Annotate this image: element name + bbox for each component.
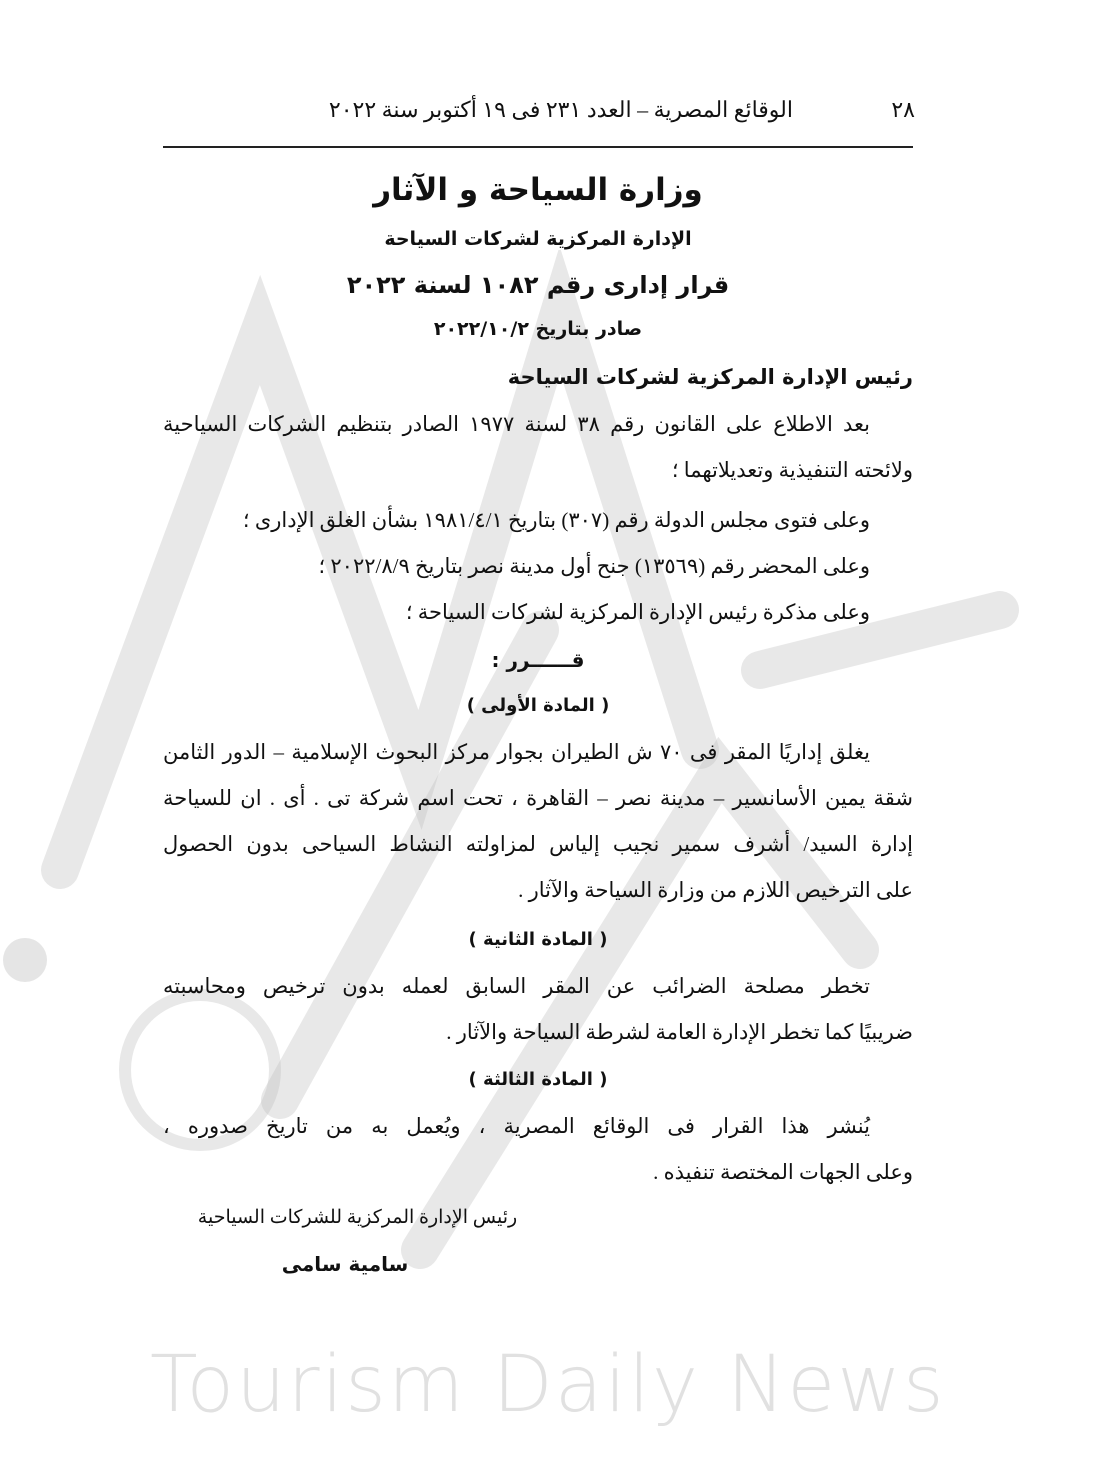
running-header: الوقائع المصرية – العدد ٢٣١ فى ١٩ أكتوبر سنة ٢٠٢٢ — [328, 97, 793, 122]
article-3-line: يُنشر هذا القرار فى الوقائع المصرية ، ويُعمل به من تاريخ صدوره ، — [163, 1114, 870, 1138]
article-1-line: يغلق إداريًا المقر فى ٧٠ ش الطيران بجوار مركز البحوث الإسلامية – الدور الثامن — [163, 740, 870, 764]
article-1-line: على الترخيص اللازم من وزارة السياحة والآثار . — [518, 878, 913, 902]
department-subtitle: الإدارة المركزية لشركات السياحة — [384, 228, 692, 250]
article-2-heading: ( المادة الثانية ) — [468, 929, 608, 950]
header-rule — [163, 146, 913, 148]
article-3-line: وعلى الجهات المختصة تنفيذه . — [653, 1160, 913, 1184]
preamble-line: وعلى فتوى مجلس الدولة رقم (٣٠٧) بتاريخ ١٩٨١/٤/١ بشأن الغلق الإدارى ؛ — [242, 508, 870, 532]
watermark-text: Tourism Daily News — [150, 1340, 946, 1430]
article-1-line: شقة يمين الأسانسير – مدينة نصر – القاهرة ، تحت اسم شركة تى . أى . ان للسياحة — [163, 786, 913, 810]
article-1-line: إدارة السيد/ أشرف سمير نجيب إلياس لمزاولته النشاط السياحى بدون الحصول — [163, 832, 913, 856]
issue-date: صادر بتاريخ ٢٠٢٢/١٠/٢ — [433, 318, 643, 340]
signature-title: رئيس الإدارة المركزية للشركات السياحية — [197, 1207, 518, 1228]
page-number: ٢٨ — [891, 97, 915, 122]
ministry-title: وزارة السياحة و الآثار — [373, 172, 703, 208]
article-3-heading: ( المادة الثالثة ) — [468, 1069, 608, 1090]
issuer-heading: رئيس الإدارة المركزية لشركات السياحة — [507, 365, 913, 389]
preamble-line: ولائحته التنفيذية وتعديلاتهما ؛ — [671, 458, 913, 482]
preamble-line: بعد الاطلاع على القانون رقم ٣٨ لسنة ١٩٧٧ الصادر بتنظيم الشركات السياحية — [163, 412, 870, 436]
signature-name: سامية سامى — [281, 1252, 409, 1276]
decision-title: قرار إدارى رقم ١٠٨٢ لسنة ٢٠٢٢ — [346, 271, 730, 299]
article-2-line: ضريبيًا كما تخطر الإدارة العامة لشرطة السياحة والآثار . — [446, 1020, 913, 1044]
preamble-line: وعلى مذكرة رئيس الإدارة المركزية لشركات السياحة ؛ — [405, 600, 870, 624]
preamble-line: وعلى المحضر رقم (١٣٥٦٩) جنح أول مدينة نصر بتاريخ ٢٠٢٢/٨/٩ ؛ — [318, 554, 870, 578]
article-1-heading: ( المادة الأولى ) — [466, 695, 610, 716]
article-2-line: تخطر مصلحة الضرائب عن المقر السابق لعمله بدون ترخيص ومحاسبته — [163, 974, 870, 998]
decided-heading: قــــــرر : — [491, 648, 585, 672]
